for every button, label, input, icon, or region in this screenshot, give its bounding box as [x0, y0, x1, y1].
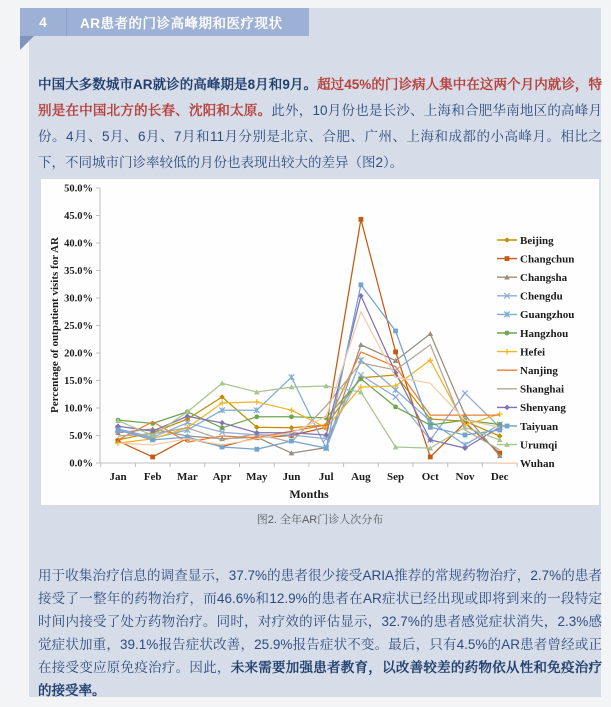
legend-item-taiyuan — [497, 421, 558, 433]
legend-item-changchun — [497, 253, 574, 265]
y-tick-label: 15.0% — [64, 376, 93, 387]
legend-label: Nanjing — [520, 365, 558, 377]
y-tick-label: 45.0% — [64, 211, 93, 222]
treatment-conclusion-text: 未来需要加强患者教育，以改善较差的药物依从性和免疫治疗的接受率。 — [38, 659, 603, 698]
legend-item-nanjing — [497, 365, 558, 377]
series-line — [118, 312, 500, 445]
x-axis-title: Months — [289, 487, 329, 501]
y-tick-label: 0.0% — [69, 458, 93, 470]
figure2-line-chart — [41, 179, 599, 505]
x-tick-label: Mar — [177, 471, 198, 483]
series-wuhan — [118, 312, 500, 445]
x-tick-label: Oct — [421, 471, 439, 483]
y-tick-label: 50.0% — [64, 183, 93, 195]
legend-label: Hefei — [520, 346, 546, 359]
figure2-caption: 图2. 全年AR门诊人次分布 — [256, 514, 384, 526]
x-tick-label: May — [246, 471, 268, 483]
x-tick-label: Sep — [387, 471, 405, 483]
legend-label: Wuhan — [520, 458, 555, 470]
legend-label: Chengdu — [520, 290, 563, 303]
treatment-paragraph — [38, 564, 602, 702]
section-title: AR患者的门诊高峰期和医疗现状 — [80, 16, 283, 31]
series-hefei — [115, 357, 502, 446]
x-tick-label: Feb — [143, 471, 162, 483]
section-header — [20, 8, 309, 36]
legend-label: Changchun — [520, 253, 575, 266]
legend-item-hangzhou — [497, 328, 568, 340]
legend-item-shenyang — [497, 402, 566, 414]
x-tick-label: Dec — [490, 471, 509, 483]
y-tick-label: 5.0% — [69, 431, 93, 442]
x-tick-label: Aug — [351, 471, 371, 483]
legend-item-chengdu — [497, 291, 563, 303]
legend-label: Hangzhou — [520, 327, 569, 340]
intro-highlight-text: 超过45%的门诊病人集中在这两个月内就诊，特别是在中国北方的长春、沈阳和太原。 — [38, 76, 603, 118]
y-axis-title: Percentage of outpatient visits for AR — [49, 237, 61, 413]
legend-label: Beijing — [520, 234, 554, 247]
y-tick-label: 30.0% — [64, 293, 93, 305]
legend-label: Taiyuan — [520, 420, 559, 433]
x-tick-label: Jun — [282, 471, 301, 483]
legend-item-guangzhou — [497, 309, 574, 321]
legend-label: Guangzhou — [520, 309, 575, 322]
outpatient-visits-chart — [41, 179, 599, 505]
intro-rest-text: 此外，10月份也是长沙、上海和合肥华南地区的高峰月份。4月、5月、6月、7月和11月分别是北京、合肥、广州、上海和成都的小高峰月。相比之下，不同城市门诊率较低的月份也表现出较大的差异（图2）。 — [38, 102, 603, 170]
section-number: 4 — [39, 14, 47, 30]
legend-item-hefei — [497, 346, 545, 358]
legend-label: Shanghai — [520, 383, 565, 396]
x-tick-label: Apr — [212, 471, 232, 483]
y-tick-label: 10.0% — [64, 403, 93, 415]
x-tick-label: Jul — [318, 471, 334, 483]
legend-label: Urumqi — [520, 439, 558, 452]
legend-label: Changsha — [520, 272, 568, 284]
legend-item-beijing — [497, 235, 554, 247]
legend-item-changsha — [497, 272, 568, 284]
legend-item-shanghai — [497, 384, 564, 396]
x-tick-label: Nov — [455, 471, 475, 483]
y-tick-label: 25.0% — [64, 321, 93, 332]
treatment-body-text: 用于收集治疗信息的调查显示，37.7%的患者很少接受ARIA推荐的常规药物治疗，2.7%的患者接受了一整年的药物治疗，而46.6%和12.9%的患者在AR症状已经出现或即将到来的一段特定时间内接受了处方药物治疗。同时，对疗效的评估显示，32.7%的患者感觉症状消失，2.3%感觉症状加重，39.1%报告症状改善，25.9%报告症状不变。最后，只有4.5%的AR患者曾经或正在接受变应原免疫治疗。因此， — [38, 567, 602, 675]
y-tick-label: 35.0% — [64, 266, 93, 277]
legend-item-wuhan — [497, 458, 555, 470]
intro-paragraph — [38, 72, 602, 176]
legend-item-urumqi — [497, 439, 557, 451]
y-tick-label: 20.0% — [64, 348, 93, 360]
legend-label: Shenyang — [520, 402, 566, 415]
y-tick-label: 40.0% — [64, 238, 93, 250]
intro-lead-text: 中国大多数城市AR就诊的高峰期是8月和9月。 — [38, 76, 318, 92]
series-shenyang — [115, 293, 502, 451]
x-tick-label: Jan — [109, 471, 127, 483]
